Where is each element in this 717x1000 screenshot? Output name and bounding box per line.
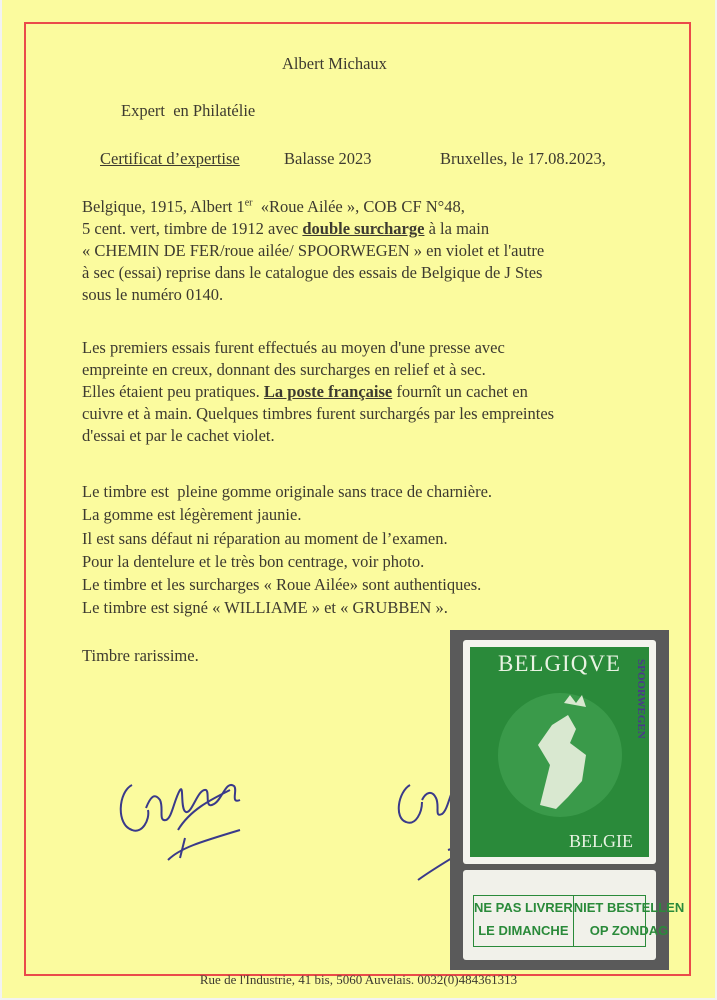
condition-line: Le timbre est signé « WILLIAME » et « GRUBBEN ». [82,598,448,618]
condition-line: Pour la dentelure et le très bon centrage, voir photo. [82,551,425,571]
condition-line: Le timbre et les surcharges « Roue Ailée» sont authentiques. [82,575,482,595]
description-line-1: Belgique, 1915, Albert 1er «Roue Ailée », COB CF N°48, [82,197,465,216]
history-line-2: empreinte en creux, donnant des surcharges en relief et à sec. [82,360,486,379]
stamp-overprint: SPOORWEGEN [635,659,647,739]
selvage-tab-right: NIET BESTELLEN OP ZONDAG [573,900,685,938]
history-line-4: cuivre et à main. Quelques timbres furent surchargés par les empreintes [82,404,555,423]
stamp-image [450,630,685,970]
place-date: Bruxelles, le 17.08.2023, [440,149,606,168]
closing-remark: Timbre rarissime. [82,646,199,665]
history-paragraph [82,337,554,447]
signature-left-icon [110,730,280,870]
history-line-5: d'essai et par le cachet violet. [82,426,275,445]
selvage-tab-left: NE PAS LIVRER LE DIMANCHE [474,896,574,946]
stamp-selvage [463,870,685,960]
expert-role: Expert en Philatélie [121,101,256,120]
description-line-5: sous le numéro 0140. [82,285,224,304]
expert-name: Albert Michaux [282,54,387,73]
condition-line: Le timbre est pleine gomme originale sans trace de charnière. [82,482,493,501]
footer-address: Rue de l'Industrie, 41 bis, 5060 Auvelais. 0032(0)484361313 [199,972,518,987]
balasse-reference: Balasse 2023 [284,149,372,168]
condition-line: La gomme est légèrement jaunie. [82,505,302,525]
description-line-3: « CHEMIN DE FER/roue ailée/ SPOORWEGEN » en violet et l'autre [82,241,545,260]
selvage-tab [473,895,685,947]
description-line-4: à sec (essai) reprise dans le catalogue des essais de Belgique de J Stes [82,263,543,282]
condition-line: Il est sans défaut ni réparation au moment de l’examen. [82,528,448,548]
description-paragraph [82,196,544,306]
history-line-1: Les premiers essais furent effectués au moyen d'une presse avec [82,338,505,357]
history-line-3: Elles étaient peu pratiques. La poste française fournît un cachet en [82,382,528,401]
condition-paragraph [82,480,492,620]
certificate-title: Certificat d’expertise [100,149,240,168]
description-line-2: 5 cent. vert, timbre de 1912 avec double surcharge à la main [82,219,490,238]
stamp-frame [470,647,649,857]
stamp-bottom-text: BELGIE [569,831,633,851]
lion-icon [490,685,630,825]
stamp-country: BELGIQVE [498,651,621,676]
